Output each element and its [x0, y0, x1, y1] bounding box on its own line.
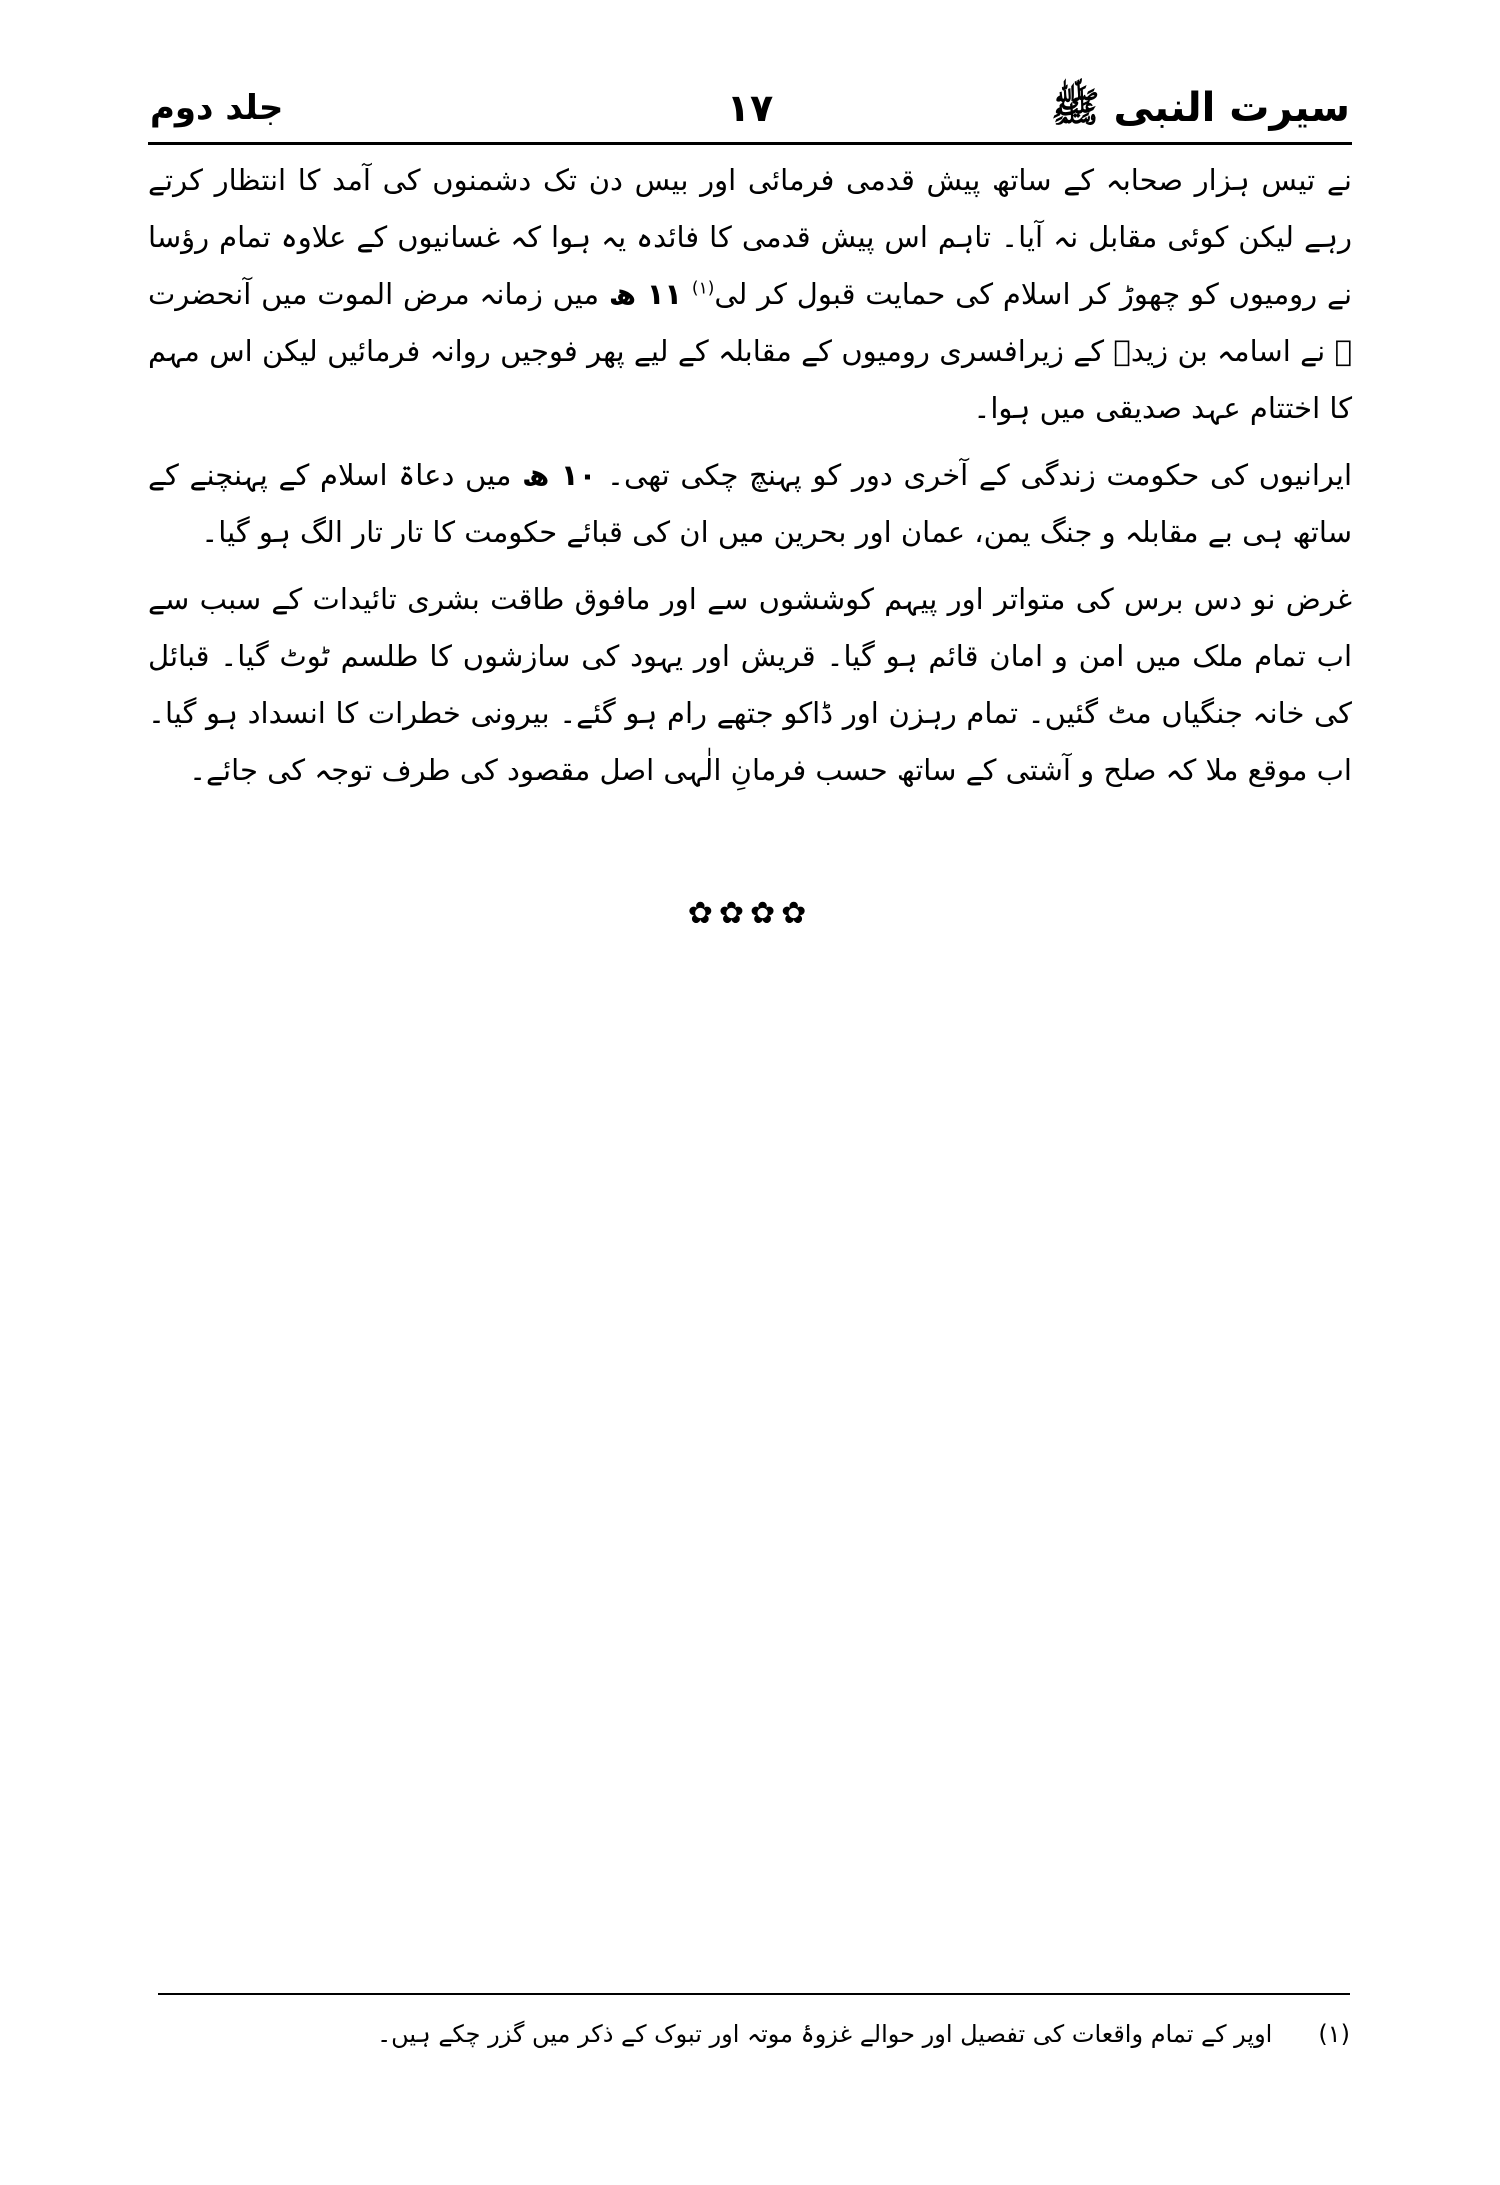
volume-label: جلد دوم: [150, 88, 284, 128]
paragraph-1-part1: نے تیس ہزار صحابہ کے ساتھ پیش قدمی فرمائی اور بیس دن تک دشمنوں کی آمد کا انتظار کرتے رہے لیکن کوئی مقابل نہ آیا۔ تاہم اس پیش قدمی کا فائدہ یہ ہوا کہ غسانیوں کے علاوہ تمام رؤسا نے رومیوں کو چھوڑ کر اسلام کی حمایت قبول کر لی: [148, 163, 1353, 311]
paragraph-3: غرض نو دس برس کی متواتر اور پیہم کوششوں سے اور مافوق طاقت بشری تائیدات کے سبب سے اب تمام ملک میں امن و امان قائم ہو گیا۔ قریش اور یہود کی سازشوں کا طلسم ٹوٹ گیا۔ قبائل کی خانہ جنگیاں مٹ گئیں۔ تمام رہزن اور ڈاکو جتھے رام ہو گئے۔ بیرونی خطرات کا انسداد ہو گیا۔ اب موقع ملا کہ صلح و آشتی کے ساتھ حسب فرمانِ الٰہی اصل مقصود کی طرف توجہ کی جائے۔: [148, 582, 1352, 787]
footnote-rule: [158, 1993, 1350, 1995]
paragraph-1-part2: میں زمانہ مرض الموت میں آنحضرت ﷺ نے اسامہ بن زیدؓ کے زیرافسری رومیوں کے مقابلہ کے لیے پھر فوجیں روانہ فرمائیں لیکن اس مہم کا اختتام عہد صدیقی میں ہوا۔: [148, 277, 1352, 425]
paragraph-2-part2: میں دعاۃ اسلام کے پہنچنے کے ساتھ ہی بے مقابلہ و جنگ یمن، عمان اور بحرین میں ان کی قبائے حکومت کا تار تار الگ ہو گیا۔: [148, 458, 1352, 549]
footnote: [158, 2014, 1350, 2054]
footnote-reference[interactable]: (۱): [691, 278, 715, 299]
body-text: [148, 152, 1352, 809]
footnote-text: اوپر کے تمام واقعات کی تفصیل اور حوالے غزوۂ موتہ اور تبوک کے ذکر میں گزر چکے ہیں۔: [377, 2020, 1273, 2048]
section-end-ornament: ✿✿✿✿: [687, 896, 813, 931]
footnote-number: (۱): [1318, 2020, 1350, 2048]
page-header: [150, 82, 1350, 140]
year-marker: ۱۰ ھ: [522, 458, 597, 492]
header-rule: [148, 142, 1352, 145]
paragraph-2: [148, 447, 1352, 561]
paragraph-1: [148, 152, 1352, 437]
year-marker: ۱۱ ھ: [608, 277, 683, 311]
book-title: سیرت النبی ﷺ: [1051, 85, 1350, 131]
paragraph-2-part1: ایرانیوں کی حکومت زندگی کے آخری دور کو پہنچ چکی تھی۔: [607, 458, 1353, 492]
page-number: ۱۷: [726, 86, 774, 130]
